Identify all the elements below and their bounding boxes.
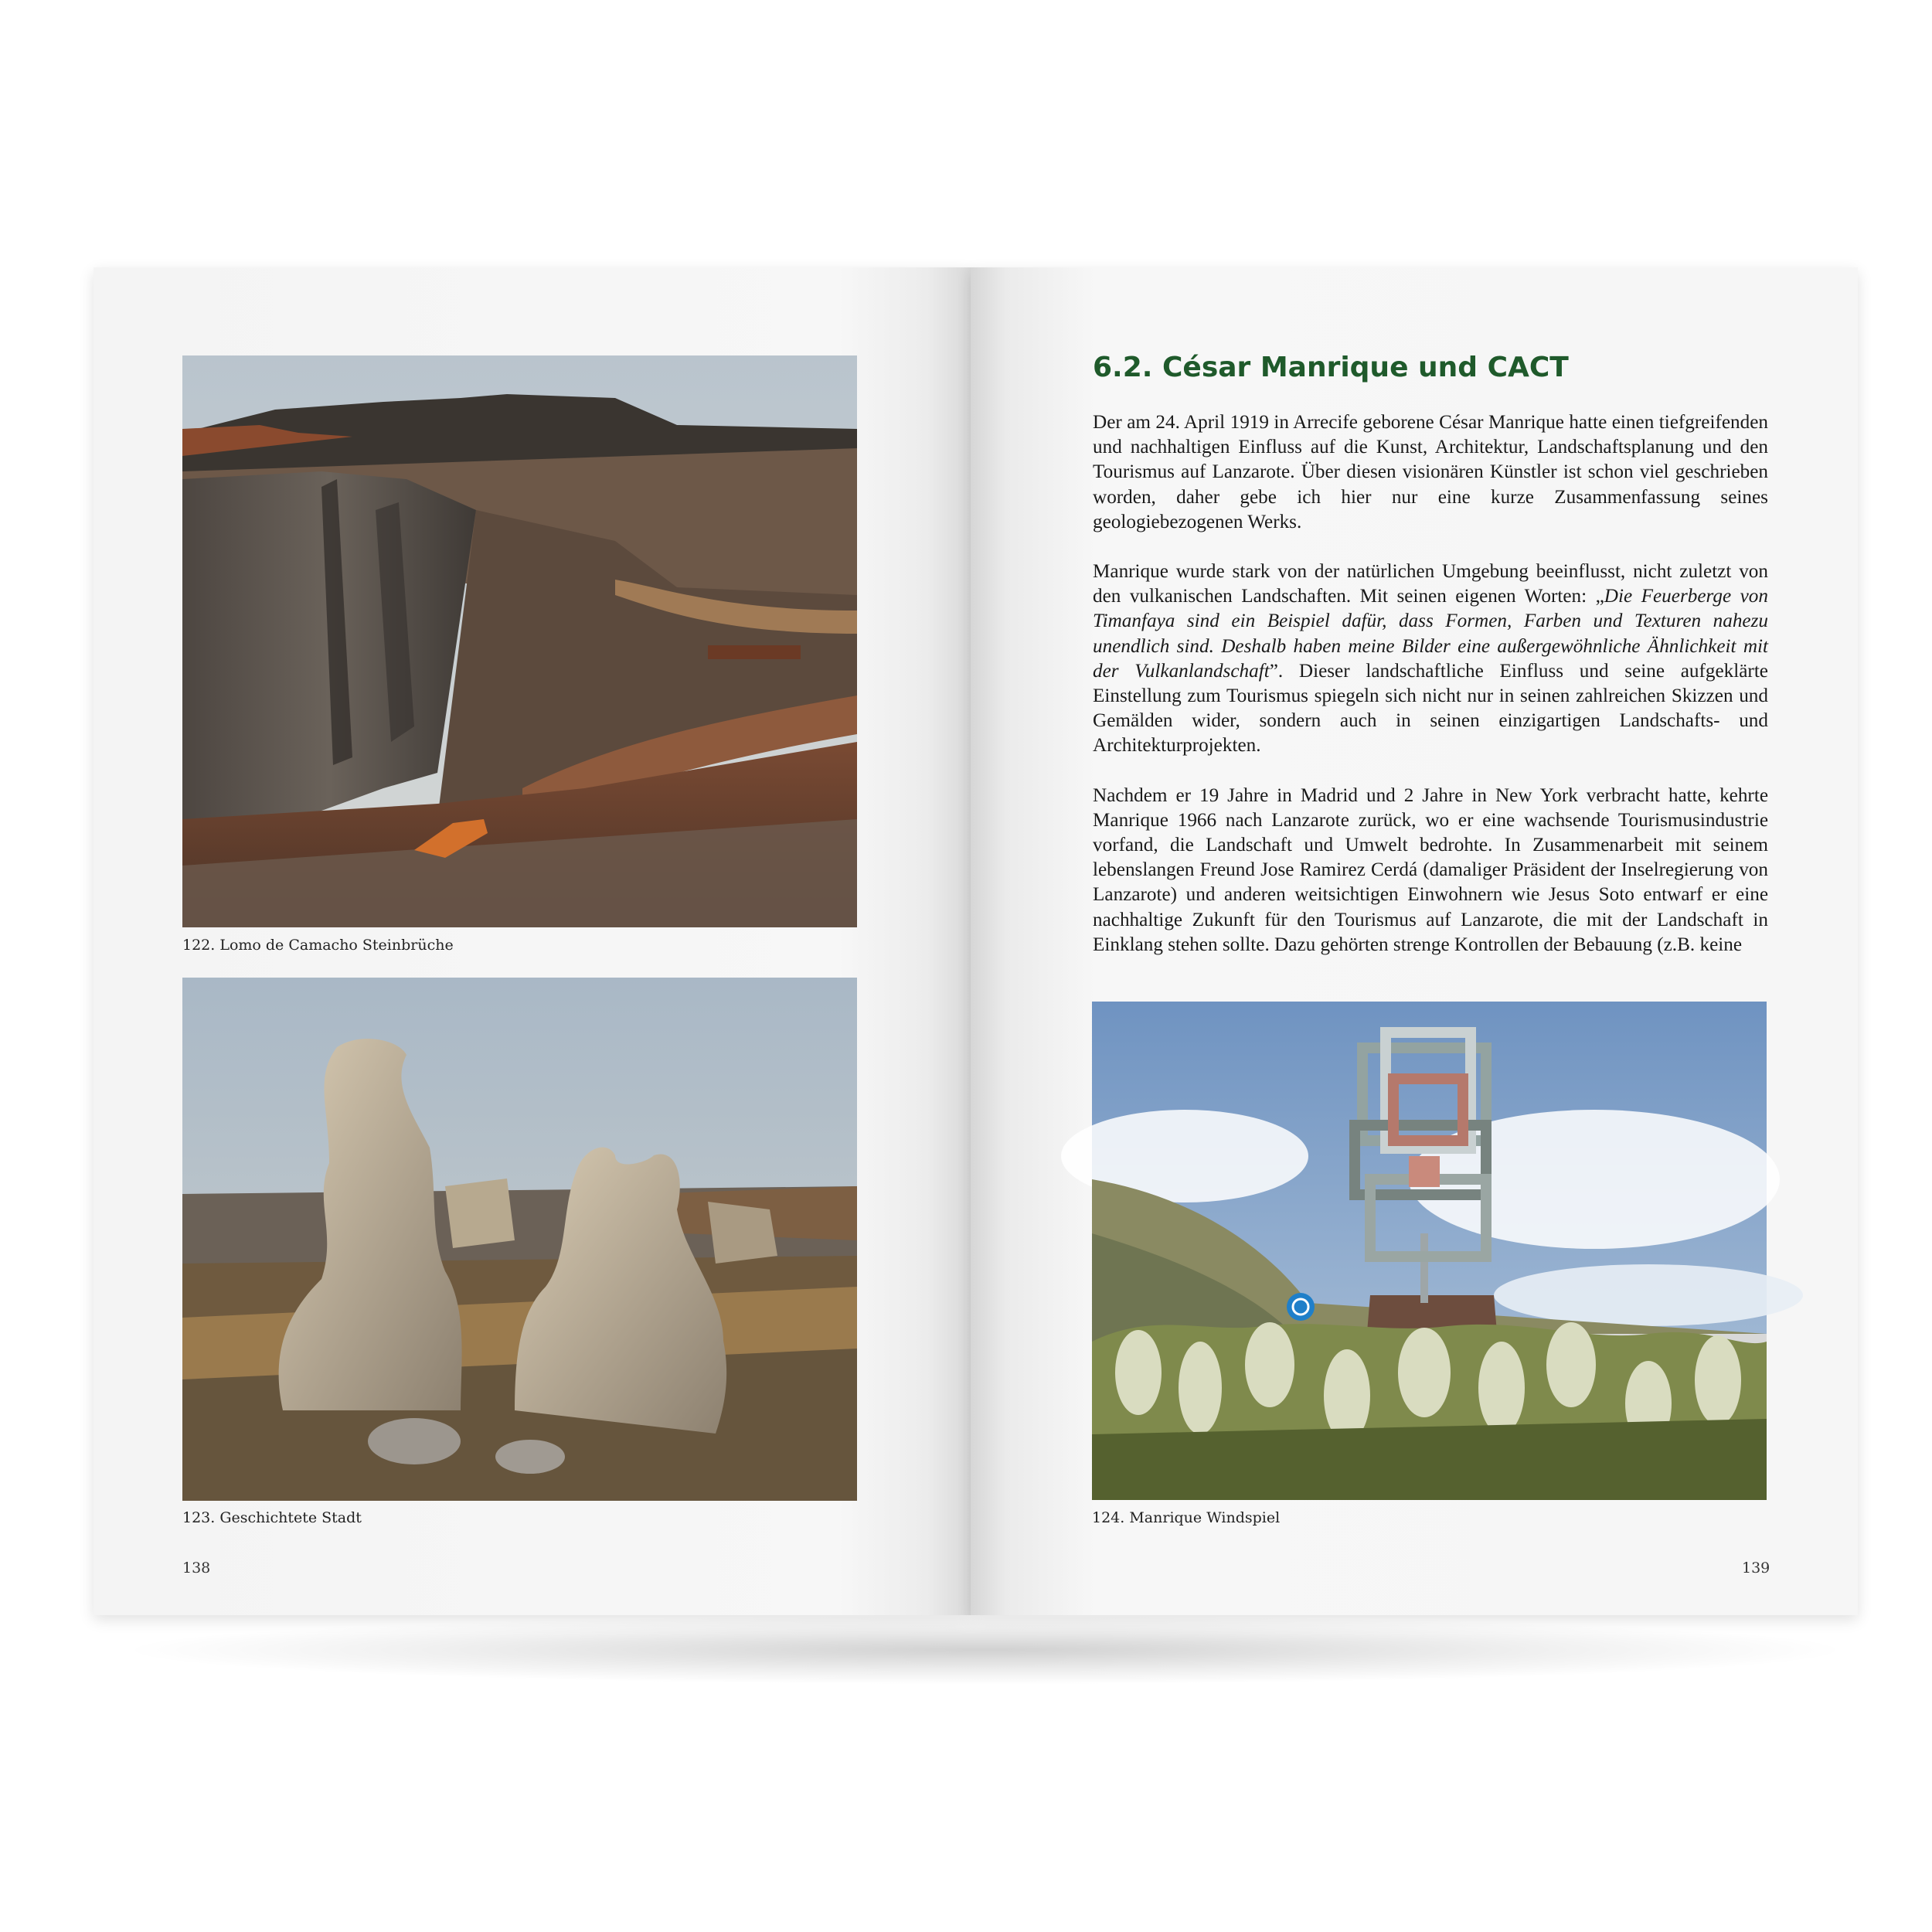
body-text [1093,410,1768,955]
paragraph-1: Der am 24. April 1919 in Arrecife geborene César Manrique hatte einen tiefgreifenden und nachhaltigen Einfluss auf die Kunst, Architektur, Landschaftsplanung und den Tourismus auf Lanzarote. Über diesen visionären Künstler ist schon viel geschrieben worden, daher gebe ich hier nur eine kurze Zusammenfassung seines geologiebezogenen Werks. [1093,412,1768,532]
manrique-quote: Die Feuerberge von Timanfaya sind ein Beispiel dafür, dass Formen, Farben und Texturen nahezu unendlich sind. Deshalb haben meine Bilder eine außergewöhnliche Ähnlichkeit mit der Vulkanlandschaft [1093,586,1768,682]
paragraph-2-intro: Manrique wurde stark von der natürlichen Umgebung beeinflusst, nicht zuletzt von den vulkanischen Landschaften. Mit seinen eigenen Worten: „ [1093,561,1768,607]
book-shadow [116,1615,1855,1685]
paragraph-3-container [1093,784,1768,955]
photo-manrique-windspiel [1092,1002,1767,1500]
paragraph-3: Nachdem er 19 Jahre in Madrid und 2 Jahre in New York verbracht hatte, kehrte Manrique 1966 nach Lanzarote zurück, wo er eine wachsende Tourismusindustrie vorfand, die Landschaft und Umwelt bedrohte. In Zusammenarbeit mit seinem lebenslangen Freund Jose Ramirez Cerdá (damaliger Präsident der Inselregierung von Lanzarote) und anderen weitsichtigen Einwohnern wie Jesus Soto entwarf er eine nachhaltige Zukunft für den Tourismus auf Lanzarote, die mit der Landschaft in Einklang stehen sollte. Dazu gehörten strenge Kontrollen der Bebauung (z.B. keine [1093,784,1768,955]
photo-geschichtete-stadt [182,978,857,1501]
figure-caption-124: 124. Manrique Windspiel [1092,1509,1281,1526]
paragraph-2 [1093,560,1768,759]
page-number-right: 139 [1742,1560,1770,1577]
section-heading: 6.2. César Manrique und CACT [1093,352,1569,383]
paragraph-2-rest: ”. Dieser landschaftliche Einfluss und seine aufgeklärte Einstellung zum Tourismus spiegeln sich nicht nur in seinen zahlreichen Skizzen und Gemälden wider, sondern auch in seinen einzigartigen Landschafts- und Architekturprojekten. [1093,660,1768,757]
figure-caption-123: 123. Geschichtete Stadt [182,1509,362,1526]
figure-caption-122: 122. Lomo de Camacho Steinbrüche [182,937,454,954]
page-number-left: 138 [182,1560,211,1577]
photo-lomo-de-camacho-quarry [182,355,857,927]
